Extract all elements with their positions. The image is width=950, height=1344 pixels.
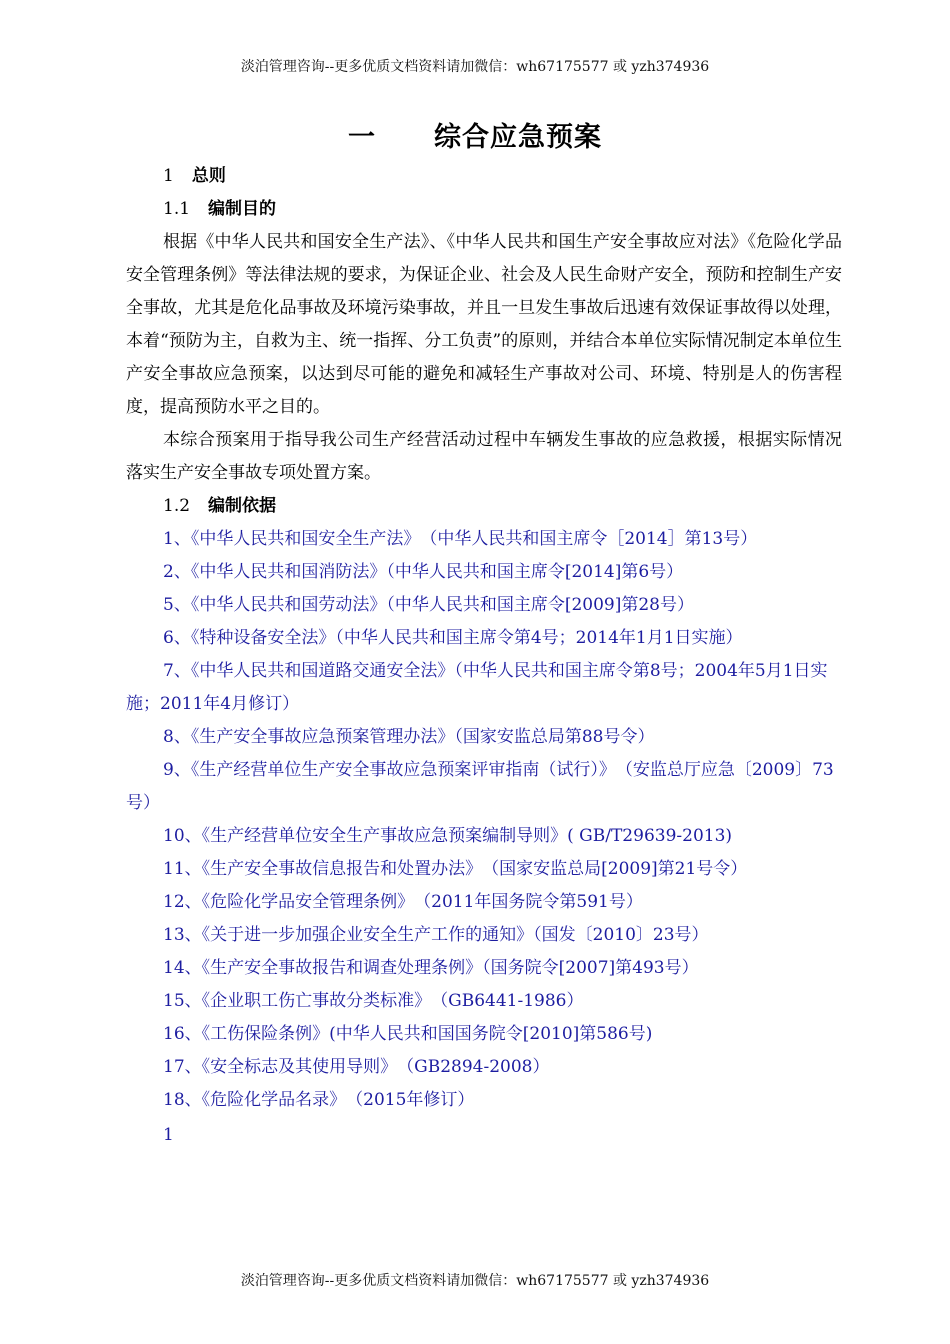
reference-item: 14、《生产安全事故报告和调查处理条例》（国务院令[2007]第493号）: [163, 958, 699, 978]
title-number: 一: [348, 122, 376, 153]
reference-item: 2、《中华人民共和国消防法》（中华人民共和国主席令[2014]第6号）: [163, 562, 684, 582]
reference-item: 5、《中华人民共和国劳动法》（中华人民共和国主席令[2009]第28号）: [163, 595, 694, 615]
document-body: [126, 160, 842, 1152]
reference-item: 10、《生产经营单位安全生产事故应急预案编制导则》( GB/T29639-2013): [163, 826, 733, 846]
reference-item: 1、《中华人民共和国安全生产法》 （中华人民共和国主席令［2014］第13号）: [163, 529, 758, 549]
page-title: [0, 115, 950, 154]
reference-item: 9、《生产经营单位生产安全事故应急预案评审指南（试行）》 （安监总厅应急〔2009〕73号）: [126, 760, 834, 813]
reference-item: 13、《关于进一步加强企业安全生产工作的通知》（国发〔2010〕23号）: [163, 925, 709, 945]
section-label: 编制依据: [208, 496, 277, 516]
page-header: 淡泊管理咨询--更多优质文档资料请加微信：wh67175577 或 yzh374936: [240, 59, 710, 75]
section-heading-1-2: [126, 490, 842, 523]
section-label: 编制目的: [208, 199, 277, 219]
section-label: 总则: [191, 166, 226, 186]
paragraph-purpose: 根据《中华人民共和国安全生产法》、《中华人民共和国生产安全事故应对法》《危险化学品安全管理条例》等法律法规的要求，为保证企业、社会及人民生命财产安全，预防和控制生产安全事故，尤其是危化品事故及环境污染事故，并且一旦发生事故后迅速有效保证事故得以处理，本着“预防为主，自救为主、统一指挥、分工负责”的原则，并结合本单位实际情况制定本单位生产安全事故应急预案，以达到尽可能的避免和减轻生产事故对公司、环境、特别是人的伤害程度，提高预防水平之目的。: [126, 232, 842, 417]
section-heading-1: [126, 160, 842, 193]
reference-item: 12、《危险化学品安全管理条例》 （2011年国务院令第591号）: [163, 892, 643, 912]
reference-list: [126, 523, 842, 1117]
page-footer: 淡泊管理咨询--更多优质文档资料请加微信：wh67175577 或 yzh374936: [240, 1273, 710, 1289]
reference-item: 6、《特种设备安全法》（中华人民共和国主席令第4号；2014年1月1日实施）: [163, 628, 743, 648]
reference-item: 7、《中华人民共和国道路交通安全法》（中华人民共和国主席令第8号；2004年5月1日实施；2011年4月修订）: [126, 661, 828, 714]
section-number: 1: [163, 166, 174, 186]
section-number: 1.1: [163, 199, 191, 219]
section-heading-1-1: [126, 193, 842, 226]
paragraph-scope: 本综合预案用于指导我公司生产经营活动过程中车辆发生事故的应急救援，根据实际情况落实生产安全事故专项处置方案。: [126, 430, 842, 483]
section-number: 1.2: [163, 496, 191, 516]
reference-item: 18、《危险化学品名录》 （2015年修订）: [163, 1090, 475, 1110]
reference-item: 16、《工伤保险条例》(中华人民共和国国务院令[2010]第586号): [163, 1024, 653, 1044]
reference-item: 8、《生产安全事故应急预案管理办法》（国家安监总局第88号令）: [163, 727, 655, 747]
reference-item: 15、《企业职工伤亡事故分类标准》 （GB6441-1986）: [163, 991, 584, 1011]
page-number: 1: [163, 1125, 174, 1145]
reference-item: 11、《生产安全事故信息报告和处置办法》 （国家安监总局[2009]第21号令）: [163, 859, 748, 879]
title-text: 综合应急预案: [434, 122, 602, 153]
reference-item: 17、《安全标志及其使用导则》 （GB2894-2008）: [163, 1057, 550, 1077]
